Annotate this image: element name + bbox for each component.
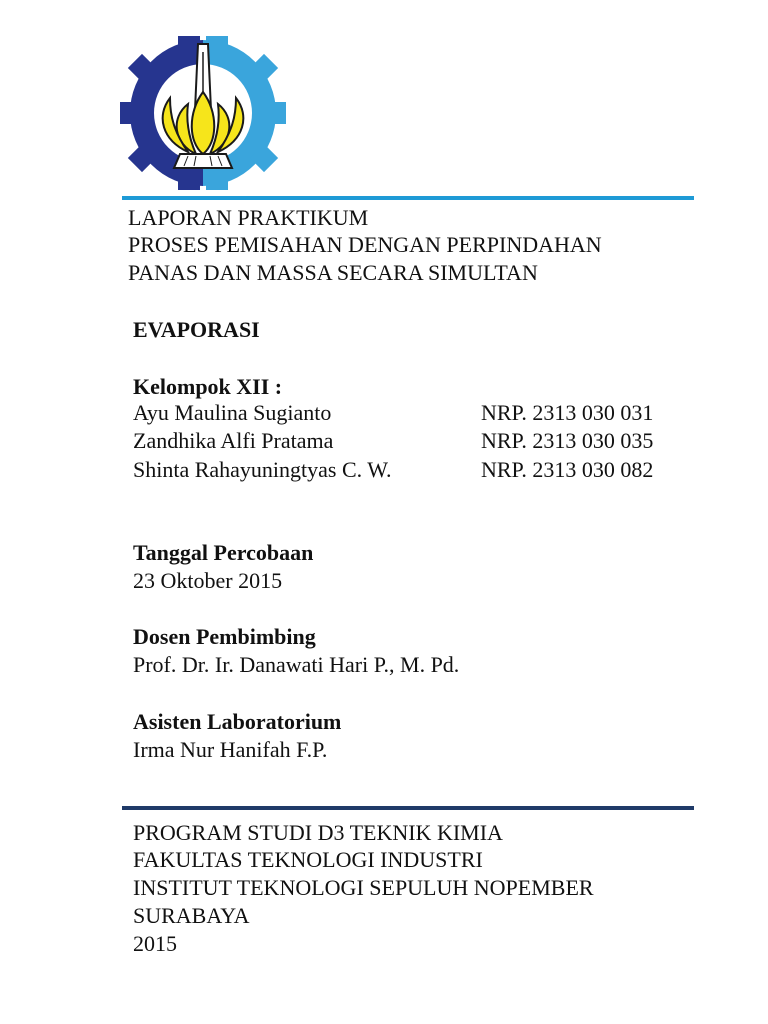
its-logo-icon — [118, 32, 288, 194]
topic-heading: EVAPORASI — [133, 317, 260, 342]
top-divider — [122, 196, 694, 200]
member-nrp: NRP. 2313 030 082 — [481, 457, 654, 482]
report-title-line1: PROSES PEMISAHAN DENGAN PERPINDAHAN — [128, 232, 602, 257]
member-nrp: NRP. 2313 030 035 — [481, 428, 654, 453]
experiment-date-label: Tanggal Percobaan — [133, 540, 314, 565]
experiment-date-value: 23 Oktober 2015 — [133, 568, 283, 593]
report-type: LAPORAN PRAKTIKUM — [128, 205, 369, 230]
lab-assistant-label: Asisten Laboratorium — [133, 709, 342, 734]
lab-assistant-name: Irma Nur Hanifah F.P. — [133, 737, 328, 762]
member-nrp: NRP. 2313 030 031 — [481, 400, 654, 425]
institute: INSTITUT TEKNOLOGI SEPULUH NOPEMBER — [133, 875, 594, 900]
member-name: Shinta Rahayuningtyas C. W. — [133, 457, 392, 482]
member-name: Ayu Maulina Sugianto — [133, 400, 332, 425]
study-program: PROGRAM STUDI D3 TEKNIK KIMIA — [133, 820, 503, 845]
year: 2015 — [133, 931, 177, 956]
city: SURABAYA — [133, 903, 250, 928]
group-heading: Kelompok XII : — [133, 374, 283, 399]
faculty: FAKULTAS TEKNOLOGI INDUSTRI — [133, 847, 483, 872]
supervisor-name: Prof. Dr. Ir. Danawati Hari P., M. Pd. — [133, 652, 460, 677]
bottom-divider — [122, 806, 694, 810]
member-name: Zandhika Alfi Pratama — [133, 428, 334, 453]
supervisor-label: Dosen Pembimbing — [133, 624, 316, 649]
report-title-line2: PANAS DAN MASSA SECARA SIMULTAN — [128, 260, 538, 285]
